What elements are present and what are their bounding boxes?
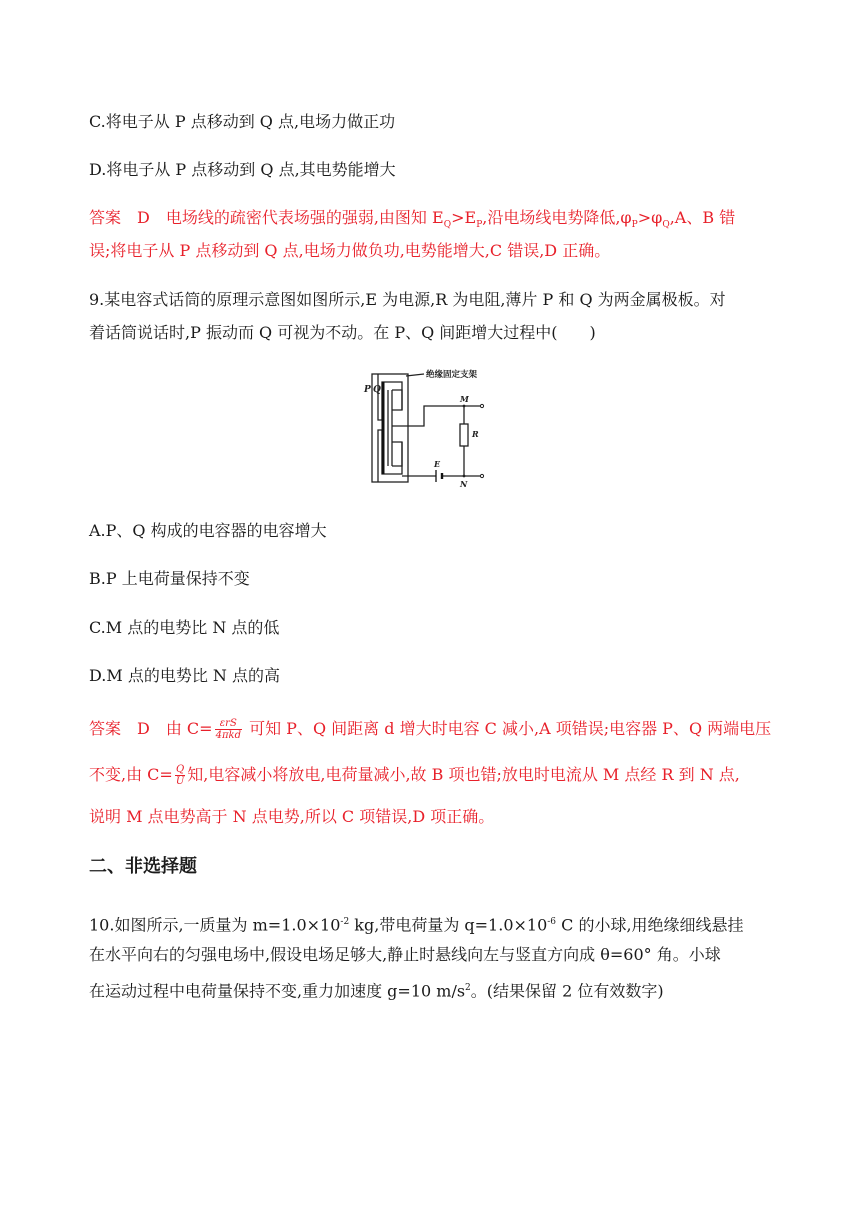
q9-answer-line-3: 说明 M 点电势高于 N 点电势,所以 C 项错误,D 项正确。	[89, 807, 495, 826]
superscript: 2	[465, 983, 471, 993]
section-heading: 二、非选择题	[89, 856, 197, 877]
label-e: E	[434, 459, 441, 469]
q10-text: 10.如图所示,一质量为 m=1.0×10	[89, 915, 341, 935]
q9-option-d: D.M 点的电势比 N 点的高	[89, 666, 280, 685]
label-q: Q	[373, 385, 381, 395]
label-p: P	[364, 385, 371, 395]
q9-option-b: B.P 上电荷量保持不变	[89, 569, 250, 588]
q8-answer-line-2: 误;将电子从 P 点移动到 Q 点,电场力做负功,电势能增大,C 错误,D 正确。	[89, 241, 611, 260]
superscript: -2	[340, 917, 350, 927]
q9-answer-line-2	[89, 764, 740, 787]
q8-option-c: C.将电子从 P 点移动到 Q 点,电场力做正功	[89, 112, 396, 131]
q9-answer-line-1	[89, 718, 771, 741]
label-r: R	[472, 429, 479, 439]
answer-choice: D	[137, 719, 150, 738]
subscript: P	[631, 220, 638, 231]
support-label: 绝缘固定支架	[426, 370, 478, 380]
q9-option-a: A.P、Q 构成的电容器的电容增大	[89, 521, 327, 540]
q9-stem-line-2: 着话筒说话时,P 振动而 Q 可视为不动。在 P、Q 间距增大过程中( )	[89, 323, 596, 342]
q10-line-1	[89, 911, 744, 936]
answer-text: 由 C=	[165, 719, 213, 738]
circuit-lines	[372, 374, 482, 482]
charge-voltage-formula	[175, 764, 185, 787]
q10-text: C 的小球,用绝缘细线悬挂	[556, 915, 744, 935]
fraction-denominator: 4πkd	[215, 730, 241, 741]
capacitance-formula	[215, 718, 242, 741]
answer-text: ,A、B 错	[669, 208, 736, 227]
q8-answer-line-1	[89, 207, 735, 236]
q10-text: kg,带电荷量为 q=1.0×10	[349, 915, 548, 935]
answer-text: 电场线的疏密代表场强的强弱,由图知 E	[165, 208, 444, 227]
capacitor-microphone-diagram	[362, 366, 496, 488]
q9-stem-line-1: 9.某电容式话筒的原理示意图如图所示,E 为电源,R 为电阻,薄片 P 和 Q 为两金属极板。对	[89, 290, 726, 309]
q10-line-2: 在水平向右的匀强电场中,假设电场足够大,静止时悬线向左与竖直方向成 θ=60° 角。小球	[89, 945, 721, 964]
q10-text: 在运动过程中电荷量保持不变,重力加速度 g=10 m/s	[89, 981, 466, 1001]
label-m: M	[460, 394, 469, 404]
answer-text: ,沿电场线电势降低,φ	[482, 208, 632, 227]
fraction-denominator: U	[175, 776, 185, 787]
terminal-m	[480, 404, 483, 407]
answer-text: >E	[451, 208, 477, 227]
subscript: P	[476, 220, 483, 231]
answer-text: >φ	[637, 208, 663, 227]
q9-option-c: C.M 点的电势比 N 点的低	[89, 618, 280, 637]
wire-to-m	[392, 406, 482, 426]
answer-text: 不变,由 C=	[89, 765, 173, 784]
answer-label: 答案	[89, 719, 122, 738]
q8-option-d: D.将电子从 P 点移动到 Q 点,其电势能增大	[89, 160, 396, 179]
subscript: Q	[443, 220, 452, 231]
fraction-numerator: Q	[175, 764, 185, 775]
q10-line-3	[89, 977, 664, 1002]
terminal-n	[480, 474, 483, 477]
label-n: N	[460, 479, 468, 488]
q10-text: 。(结果保留 2 位有效数字)	[470, 981, 664, 1001]
answer-text: 知,电容减小将放电,电荷量减小,故 B 项也错;放电时电流从 M 点经 R 到 N 点,	[187, 765, 740, 784]
fraction-numerator: εrS	[215, 718, 242, 730]
resistor-r	[460, 424, 468, 446]
subscript: Q	[662, 220, 670, 231]
answer-text: 可知 P、Q 间距离 d 增大时电容 C 减小,A 项错误;电容器 P、Q 两端电压	[249, 719, 772, 738]
superscript: -6	[547, 917, 557, 927]
answer-label: 答案	[89, 208, 122, 227]
answer-choice: D	[137, 208, 150, 227]
